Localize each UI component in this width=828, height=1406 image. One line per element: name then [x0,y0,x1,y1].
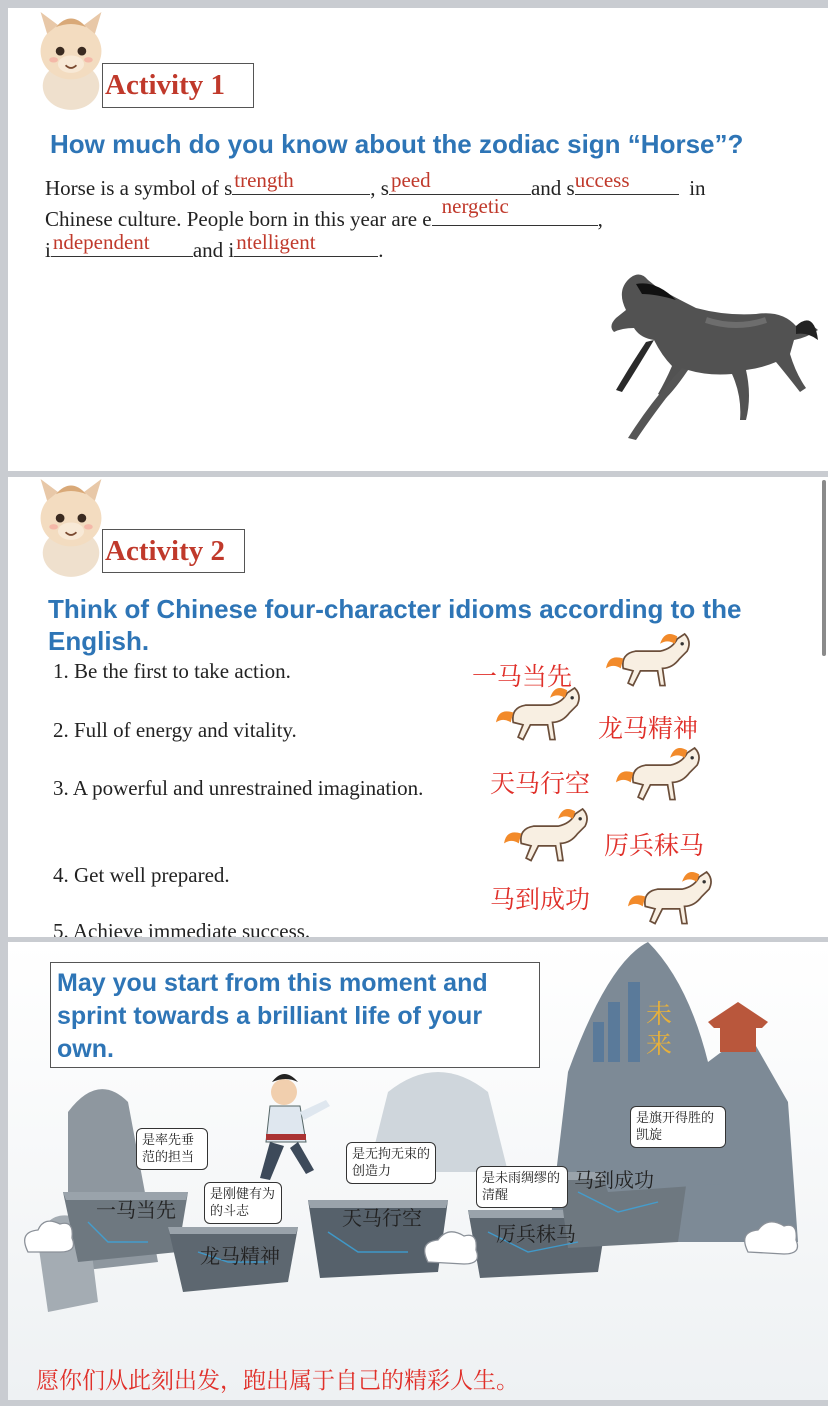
answer-blank: trength [232,172,370,195]
paragraph-line-3: i ndependent and i ntelligent . [45,230,384,262]
idiom-answer-2: 龙马精神 [598,714,699,743]
slide-activity-1 [8,8,828,471]
stone-label-3: 天马行空 [342,1206,422,1230]
stone-label-4: 厉兵秣马 [496,1222,576,1246]
ink-horse-painting [596,270,818,450]
idiom-answer-1: 一马当先 [472,662,573,691]
idiom-clue-1: 1. Be the first to take action. [53,659,291,683]
fill-in-paragraph [45,168,805,265]
idiom-answer-4: 厉兵秣马 [604,831,705,860]
paragraph-line-1: Horse is a symbol of s trength , s peed and s uccess in [45,168,706,200]
slide-wish [8,942,828,1400]
activity-label: Activity 2 [102,529,245,573]
scrollbar-thumb[interactable] [822,480,826,656]
wish-text-box: May you start from this moment and sprint towards a brilliant life of your own. [50,962,540,1068]
horse-mascot-icon [36,479,106,579]
idiom-clue-5: 5. Achieve immediate success. [53,919,311,937]
answer-blank: ndependent [51,234,193,257]
speech-bubble-4: 是未雨绸缪的清醒 [476,1166,568,1208]
activity-heading: How much do you know about the zodiac sign “Horse”? [50,129,744,159]
answer-blank: ntelligent [234,234,378,257]
idiom-clue-2: 2. Full of energy and vitality. [53,718,297,742]
horse-mascot-icon [36,12,106,112]
cartoon-horse-icon [606,629,692,693]
speech-bubble-2: 是刚健有为的斗志 [204,1182,282,1224]
answer-blank: peed [389,172,531,195]
activity-label: Activity 1 [102,63,254,108]
answer-blank: uccess [575,172,679,195]
speech-bubble-3: 是无拘无束的创造力 [346,1142,436,1184]
speech-bubble-5: 是旗开得胜的凯旋 [630,1106,726,1148]
speech-bubble-1: 是率先垂范的担当 [136,1128,208,1170]
cartoon-horse-icon [504,804,590,868]
activity-heading: Think of Chinese four-character idioms according to the English. [48,594,742,656]
slide-activity-2 [8,477,828,937]
stone-label-5: 马到成功 [574,1168,654,1192]
cartoon-horse-icon [628,867,714,931]
answer-blank: nergetic [432,203,598,226]
idiom-answer-3: 天马行空 [490,769,591,798]
cartoon-horse-icon [616,743,702,807]
stone-label-2: 龙马精神 [200,1244,280,1268]
closing-message: 愿你们从此刻出发，跑出属于自己的精彩人生。 [36,1368,519,1394]
cartoon-horse-icon [496,683,582,747]
idiom-clue-3: 3. A powerful and unrestrained imagination. [53,776,424,800]
future-label: 未来 [646,1000,673,1060]
stone-label-1: 一马当先 [96,1198,176,1222]
paragraph-line-2: Chinese culture. People born in this year are e nergetic , [45,194,603,231]
idiom-clue-4: 4. Get well prepared. [53,863,230,887]
idiom-answer-5: 马到成功 [490,885,591,914]
